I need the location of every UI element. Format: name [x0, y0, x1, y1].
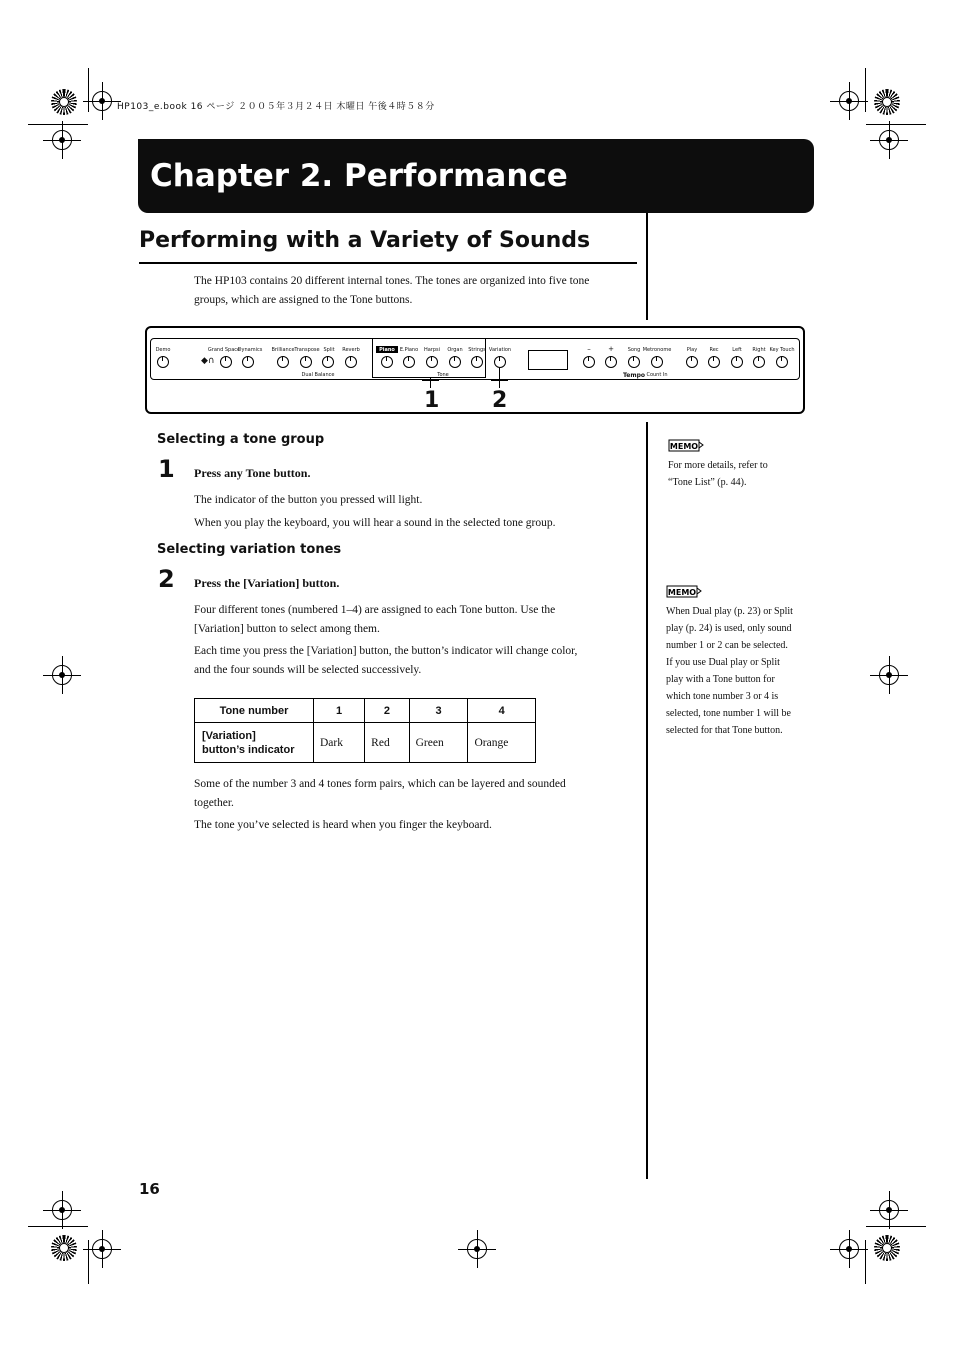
step1-heading: Selecting a tone group: [157, 432, 325, 447]
headphones-icon: ◆∩: [201, 356, 215, 366]
plus-button: [605, 356, 617, 368]
table-header-cell: 2: [365, 699, 409, 723]
file-info-header: HP103_e.book 16 ページ ２００５年３月２４日 木曜日 午後４時５８分: [117, 102, 435, 112]
left-button: [731, 356, 743, 368]
column-divider: [646, 422, 648, 1179]
split-button: [322, 356, 334, 368]
metronome-button: [651, 356, 663, 368]
grand-space-button: [220, 356, 232, 368]
label-dual-balance: Dual Balance: [301, 372, 335, 378]
song-button: [628, 356, 640, 368]
page-number: 16: [139, 1180, 160, 1198]
label-play: Play: [686, 347, 698, 353]
demo-button: [157, 356, 169, 368]
label-tone: Tone: [437, 372, 449, 378]
panel-display: [528, 350, 568, 370]
table-cell: Dark: [314, 723, 365, 763]
organ-button: [449, 356, 461, 368]
memo-icon: [668, 438, 704, 452]
key-touch-button: [776, 356, 788, 368]
label-epiano: E.Piano: [399, 347, 419, 353]
table-header-cell: 1: [314, 699, 365, 723]
step1-line2: When you play the keyboard, you will hear a sound in the selected tone group.: [194, 517, 556, 529]
step2-action: Press the [Variation] button.: [194, 576, 340, 590]
label-minus: –: [587, 345, 591, 353]
after-table-paragraph1: Some of the number 3 and 4 tones form pairs, which can be layered and sounded together.: [194, 778, 566, 809]
epiano-button: [403, 356, 415, 368]
table-row: [195, 723, 536, 763]
callout-number-2: 2: [492, 388, 508, 413]
piano-button: [381, 356, 393, 368]
label-metronome: Metronome: [642, 347, 672, 353]
transpose-button: [300, 356, 312, 368]
label-reverb: Reverb: [342, 347, 360, 353]
label-transpose: Transpose: [294, 347, 320, 353]
table-header-label: Tone number: [195, 699, 314, 723]
column-divider: [646, 213, 648, 320]
memo1-text: For more details, refer to “Tone List” (p. 44).: [668, 460, 768, 488]
label-right: Right: [752, 347, 766, 353]
label-grand-space: Grand Space: [207, 347, 241, 353]
memo-icon-label: MEMO: [667, 588, 697, 597]
section-title: Performing with a Variety of Sounds: [139, 228, 591, 253]
memo2-text: When Dual play (p. 23) or Split play (p. 24) is used, only sound number 1 or 2 can be selected. If you use Dual play or Split play with a Tone button for which tone number 3 or 4 is selected, tone number 1 will be selected for that Tone button.: [666, 606, 793, 736]
strings-button: [471, 356, 483, 368]
label-organ: Organ: [447, 347, 463, 353]
step1-line1: The indicator of the button you pressed will light.: [194, 494, 423, 506]
step2-paragraph2: Each time you press the [Variation] button, the button’s indicator will change color, and the four sounds will be selected successively.: [194, 645, 578, 676]
harpsi-button: [426, 356, 438, 368]
callout-number-1: 1: [424, 388, 440, 413]
label-plus: +: [608, 345, 614, 353]
table-header-cell: 4: [468, 699, 536, 723]
play-button: [686, 356, 698, 368]
label-demo: Demo: [155, 347, 171, 353]
table-cell: Green: [409, 723, 468, 763]
table-cell: Red: [365, 723, 409, 763]
step2-heading: Selecting variation tones: [157, 542, 342, 557]
label-left: Left: [732, 347, 742, 353]
after-table-paragraph2: The tone you’ve selected is heard when you finger the keyboard.: [194, 819, 492, 831]
callout-tick-1: [422, 380, 439, 381]
minus-button: [583, 356, 595, 368]
table-row-label: [Variation] button’s indicator: [195, 723, 314, 763]
dynamics-button: [242, 356, 254, 368]
label-brilliance: Brilliance: [271, 347, 295, 353]
label-count-in: Count In: [646, 372, 668, 378]
callout-line-2: [499, 368, 500, 388]
label-piano: Piano: [379, 347, 395, 353]
label-strings: Strings: [468, 347, 486, 353]
table-header-row: [195, 699, 536, 723]
rec-button: [708, 356, 720, 368]
memo-icon: [666, 584, 702, 598]
right-button: [753, 356, 765, 368]
intro-paragraph: The HP103 contains 20 different internal tones. The tones are organized into five tone groups, which are assigned to the Tone buttons.: [194, 275, 590, 306]
label-split: Split: [323, 347, 335, 353]
step1-action: Press any Tone button.: [194, 466, 311, 480]
label-harpsi: Harpsi: [423, 347, 441, 353]
reverb-button: [345, 356, 357, 368]
label-tempo: Tempo: [622, 372, 646, 379]
callout-tick-2: [491, 380, 508, 381]
variation-color-table: [194, 698, 536, 763]
step1-number: 1: [158, 455, 175, 483]
table-header-cell: 3: [409, 699, 468, 723]
table-cell: Orange: [468, 723, 536, 763]
memo-icon-label: MEMO: [669, 442, 699, 451]
label-song: Song: [627, 347, 641, 353]
chapter-title: Chapter 2. Performance: [150, 158, 568, 194]
brilliance-button: [277, 356, 289, 368]
variation-button: [494, 356, 506, 368]
label-rec: Rec: [709, 347, 719, 353]
label-dynamics: Dynamics: [237, 347, 263, 353]
step2-number: 2: [158, 565, 175, 593]
step2-paragraph1: Four different tones (numbered 1–4) are assigned to each Tone button. Use the [Variation] button to select among them.: [194, 604, 556, 635]
section-rule: [139, 262, 637, 264]
label-key-touch: Key Touch: [769, 347, 795, 353]
label-variation: Variation: [488, 347, 512, 353]
